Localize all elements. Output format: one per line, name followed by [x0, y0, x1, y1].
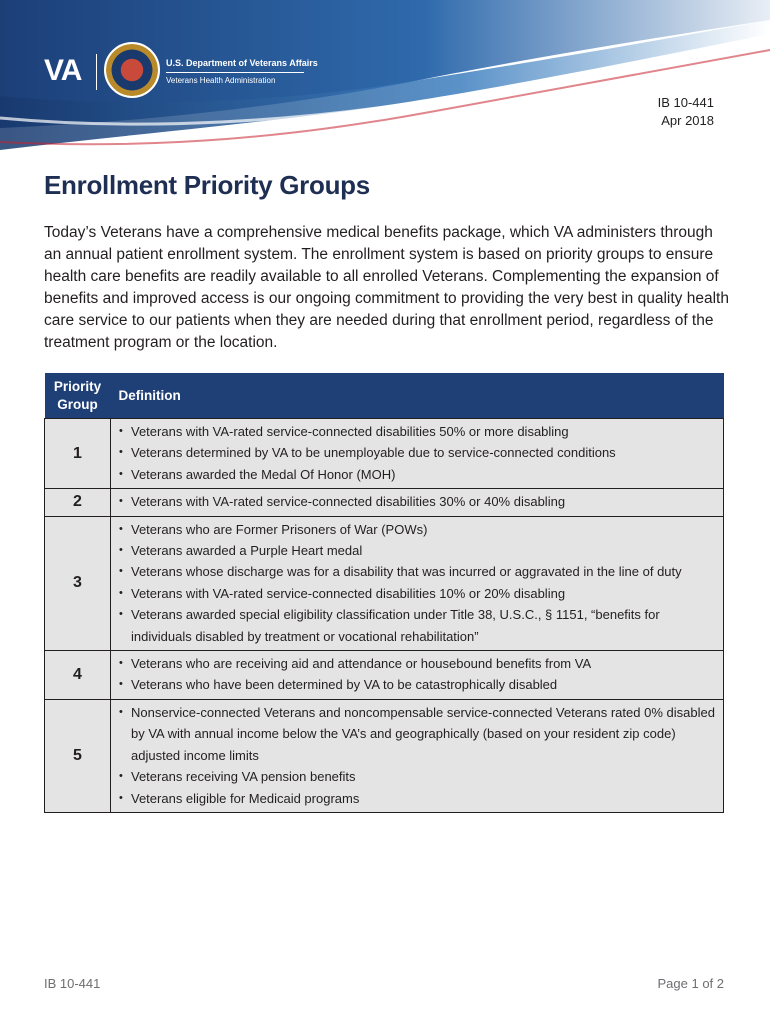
definition-item: • Veterans whose discharge was for a disability that was incurred or aggravated in the line of duty: [119, 561, 719, 582]
header-priority-group: [45, 373, 111, 419]
document-id: [658, 94, 714, 130]
definition-item: • Veterans who are receiving aid and attendance or housebound benefits from VA: [119, 653, 719, 674]
definition-item: • Veterans awarded special eligibility classification under Title 38, U.S.C., § 1151, “benefits for individuals disabled by treatment or vocational rehabilitation”: [119, 604, 719, 647]
priority-group-number: 5: [45, 699, 111, 812]
table-row: [45, 516, 724, 650]
footer-doc-number: IB 10-441: [44, 976, 101, 991]
group-definition: [111, 489, 724, 516]
group-definition: [111, 516, 724, 650]
department-rule: [166, 72, 304, 73]
priority-group-number: 2: [45, 489, 111, 516]
definition-item: • Veterans with VA-rated service-connected disabilities 10% or 20% disabling: [119, 583, 719, 604]
page-title: Enrollment Priority Groups: [44, 170, 370, 200]
definition-item: • Veterans awarded the Medal Of Honor (MOH): [119, 464, 719, 485]
header-priority-line: Priority: [53, 378, 102, 394]
group-definition: [111, 699, 724, 812]
priority-group-number: 3: [45, 516, 111, 650]
table-header-row: [45, 373, 724, 419]
doc-date: Apr 2018: [661, 113, 714, 128]
priority-groups-table: [44, 373, 724, 813]
page-indicator: Page 1 of 2: [657, 976, 724, 991]
doc-number: IB 10-441: [657, 95, 714, 110]
definition-item: • Nonservice-connected Veterans and noncompensable service-connected Veterans rated 0% disabled by VA with annual income below the VA’s and geographically (based on your resident zip code) adjusted income limits: [119, 702, 719, 766]
definition-item: • Veterans receiving VA pension benefits: [119, 766, 719, 787]
group-definition: [111, 419, 724, 489]
intro-paragraph: Today’s Veterans have a comprehensive medical benefits package, which VA administers through an annual patient enrollment system. The enrollment system is based on priority groups to ensure health care benefits are readily available to all enrolled Veterans. Complementing the expansion of benefits and improved access is our ongoing commitment to providing the very best in quality health care service to our patients when they are needed during that enrollment period, regardless of the treatment program or the location.: [44, 224, 729, 351]
administration-name: Veterans Health Administration: [166, 76, 276, 85]
va-logo: VA: [44, 54, 82, 87]
priority-group-number: 1: [45, 419, 111, 489]
definition-item: • Veterans with VA-rated service-connected disabilities 30% or 40% disabling: [119, 491, 719, 512]
priority-group-number: 4: [45, 651, 111, 700]
table-row: [45, 419, 724, 489]
logo-divider: [96, 54, 97, 90]
group-definition: [111, 651, 724, 700]
definition-item: • Veterans who have been determined by VA to be catastrophically disabled: [119, 674, 719, 695]
va-seal-icon: [104, 42, 160, 98]
header-group-line: Group: [57, 396, 98, 412]
header-definition: Definition: [111, 373, 724, 419]
table-row: [45, 699, 724, 812]
definition-item: • Veterans with VA-rated service-connected disabilities 50% or more disabling: [119, 421, 719, 442]
department-name: U.S. Department of Veterans Affairs: [166, 58, 318, 68]
definition-item: • Veterans eligible for Medicaid programs: [119, 788, 719, 809]
definition-item: • Veterans determined by VA to be unemployable due to service-connected conditions: [119, 442, 719, 463]
definition-item: • Veterans who are Former Prisoners of War (POWs): [119, 519, 719, 540]
definition-item: • Veterans awarded a Purple Heart medal: [119, 540, 719, 561]
table-row: [45, 651, 724, 700]
table-row: [45, 489, 724, 516]
